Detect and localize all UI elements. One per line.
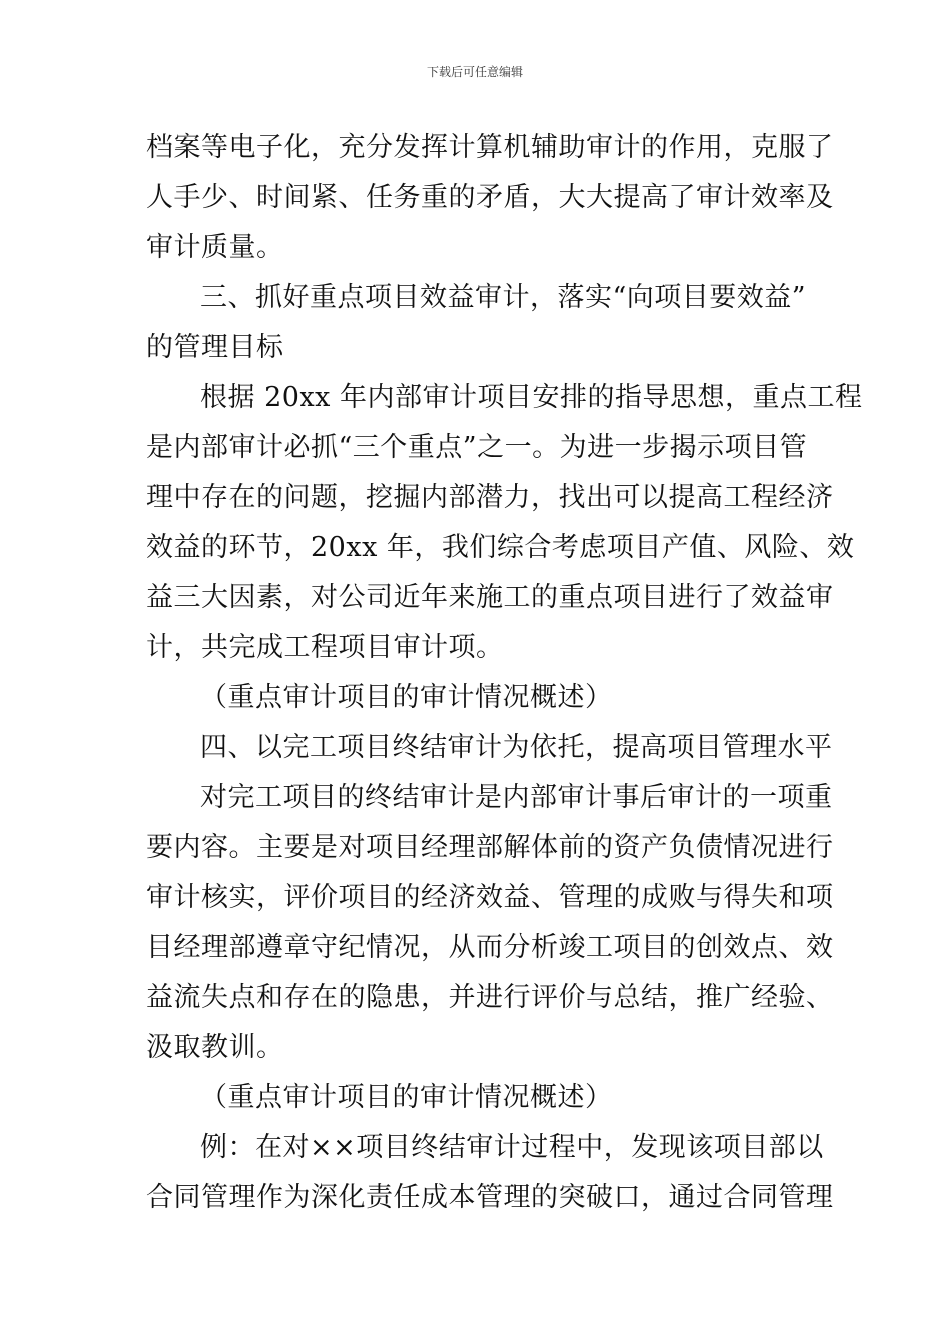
section-heading: 四、以完工项目终结审计为依托，提高项目管理水平	[200, 732, 833, 763]
text-line: 目经理部遵章守纪情况，从而分析竣工项目的创效点、效	[146, 932, 834, 963]
text-line: 根据 20xx 年内部审计项目安排的指导思想，重点工程	[200, 382, 863, 413]
section-heading: 三、抓好重点项目效益审计，落实“向项目要效益”	[200, 282, 807, 313]
document-body	[146, 123, 863, 1223]
summary-note: （重点审计项目的审计情况概述）	[200, 1082, 613, 1113]
page-header: 下载后可任意编辑	[426, 65, 523, 79]
text-line: 要内容。主要是对项目经理部解体前的资产负债情况进行	[146, 832, 834, 863]
text-line: 档案等电子化，充分发挥计算机辅助审计的作用，克服了	[146, 132, 834, 163]
text-line: 例：在对××项目终结审计过程中，发现该项目部以	[200, 1132, 824, 1163]
text-line: 效益的环节，20xx 年，我们综合考虑项目产值、风险、效	[146, 532, 855, 563]
text-line: 审计核实，评价项目的经济效益、管理的成败与得失和项	[146, 882, 834, 913]
text-line: 审计质量。	[146, 232, 284, 263]
text-line: 合同管理作为深化责任成本管理的突破口，通过合同管理	[146, 1182, 834, 1213]
text-line: 对完工项目的终结审计是内部审计事后审计的一项重	[200, 782, 833, 813]
section-heading-continued: 的管理目标	[146, 332, 284, 363]
text-line: 益流失点和存在的隐患，并进行评价与总结，推广经验、	[146, 982, 834, 1013]
text-line: 计，共完成工程项目审计项。	[146, 632, 504, 663]
text-line: 人手少、时间紧、任务重的矛盾，大大提高了审计效率及	[146, 182, 834, 213]
summary-note: （重点审计项目的审计情况概述）	[200, 682, 613, 713]
text-line: 理中存在的问题，挖掘内部潜力，找出可以提高工程经济	[146, 482, 834, 513]
text-line: 益三大因素，对公司近年来施工的重点项目进行了效益审	[146, 582, 834, 613]
text-line: 是内部审计必抓“三个重点”之一。为进一步揭示项目管	[146, 432, 808, 463]
text-line: 汲取教训。	[146, 1032, 284, 1063]
